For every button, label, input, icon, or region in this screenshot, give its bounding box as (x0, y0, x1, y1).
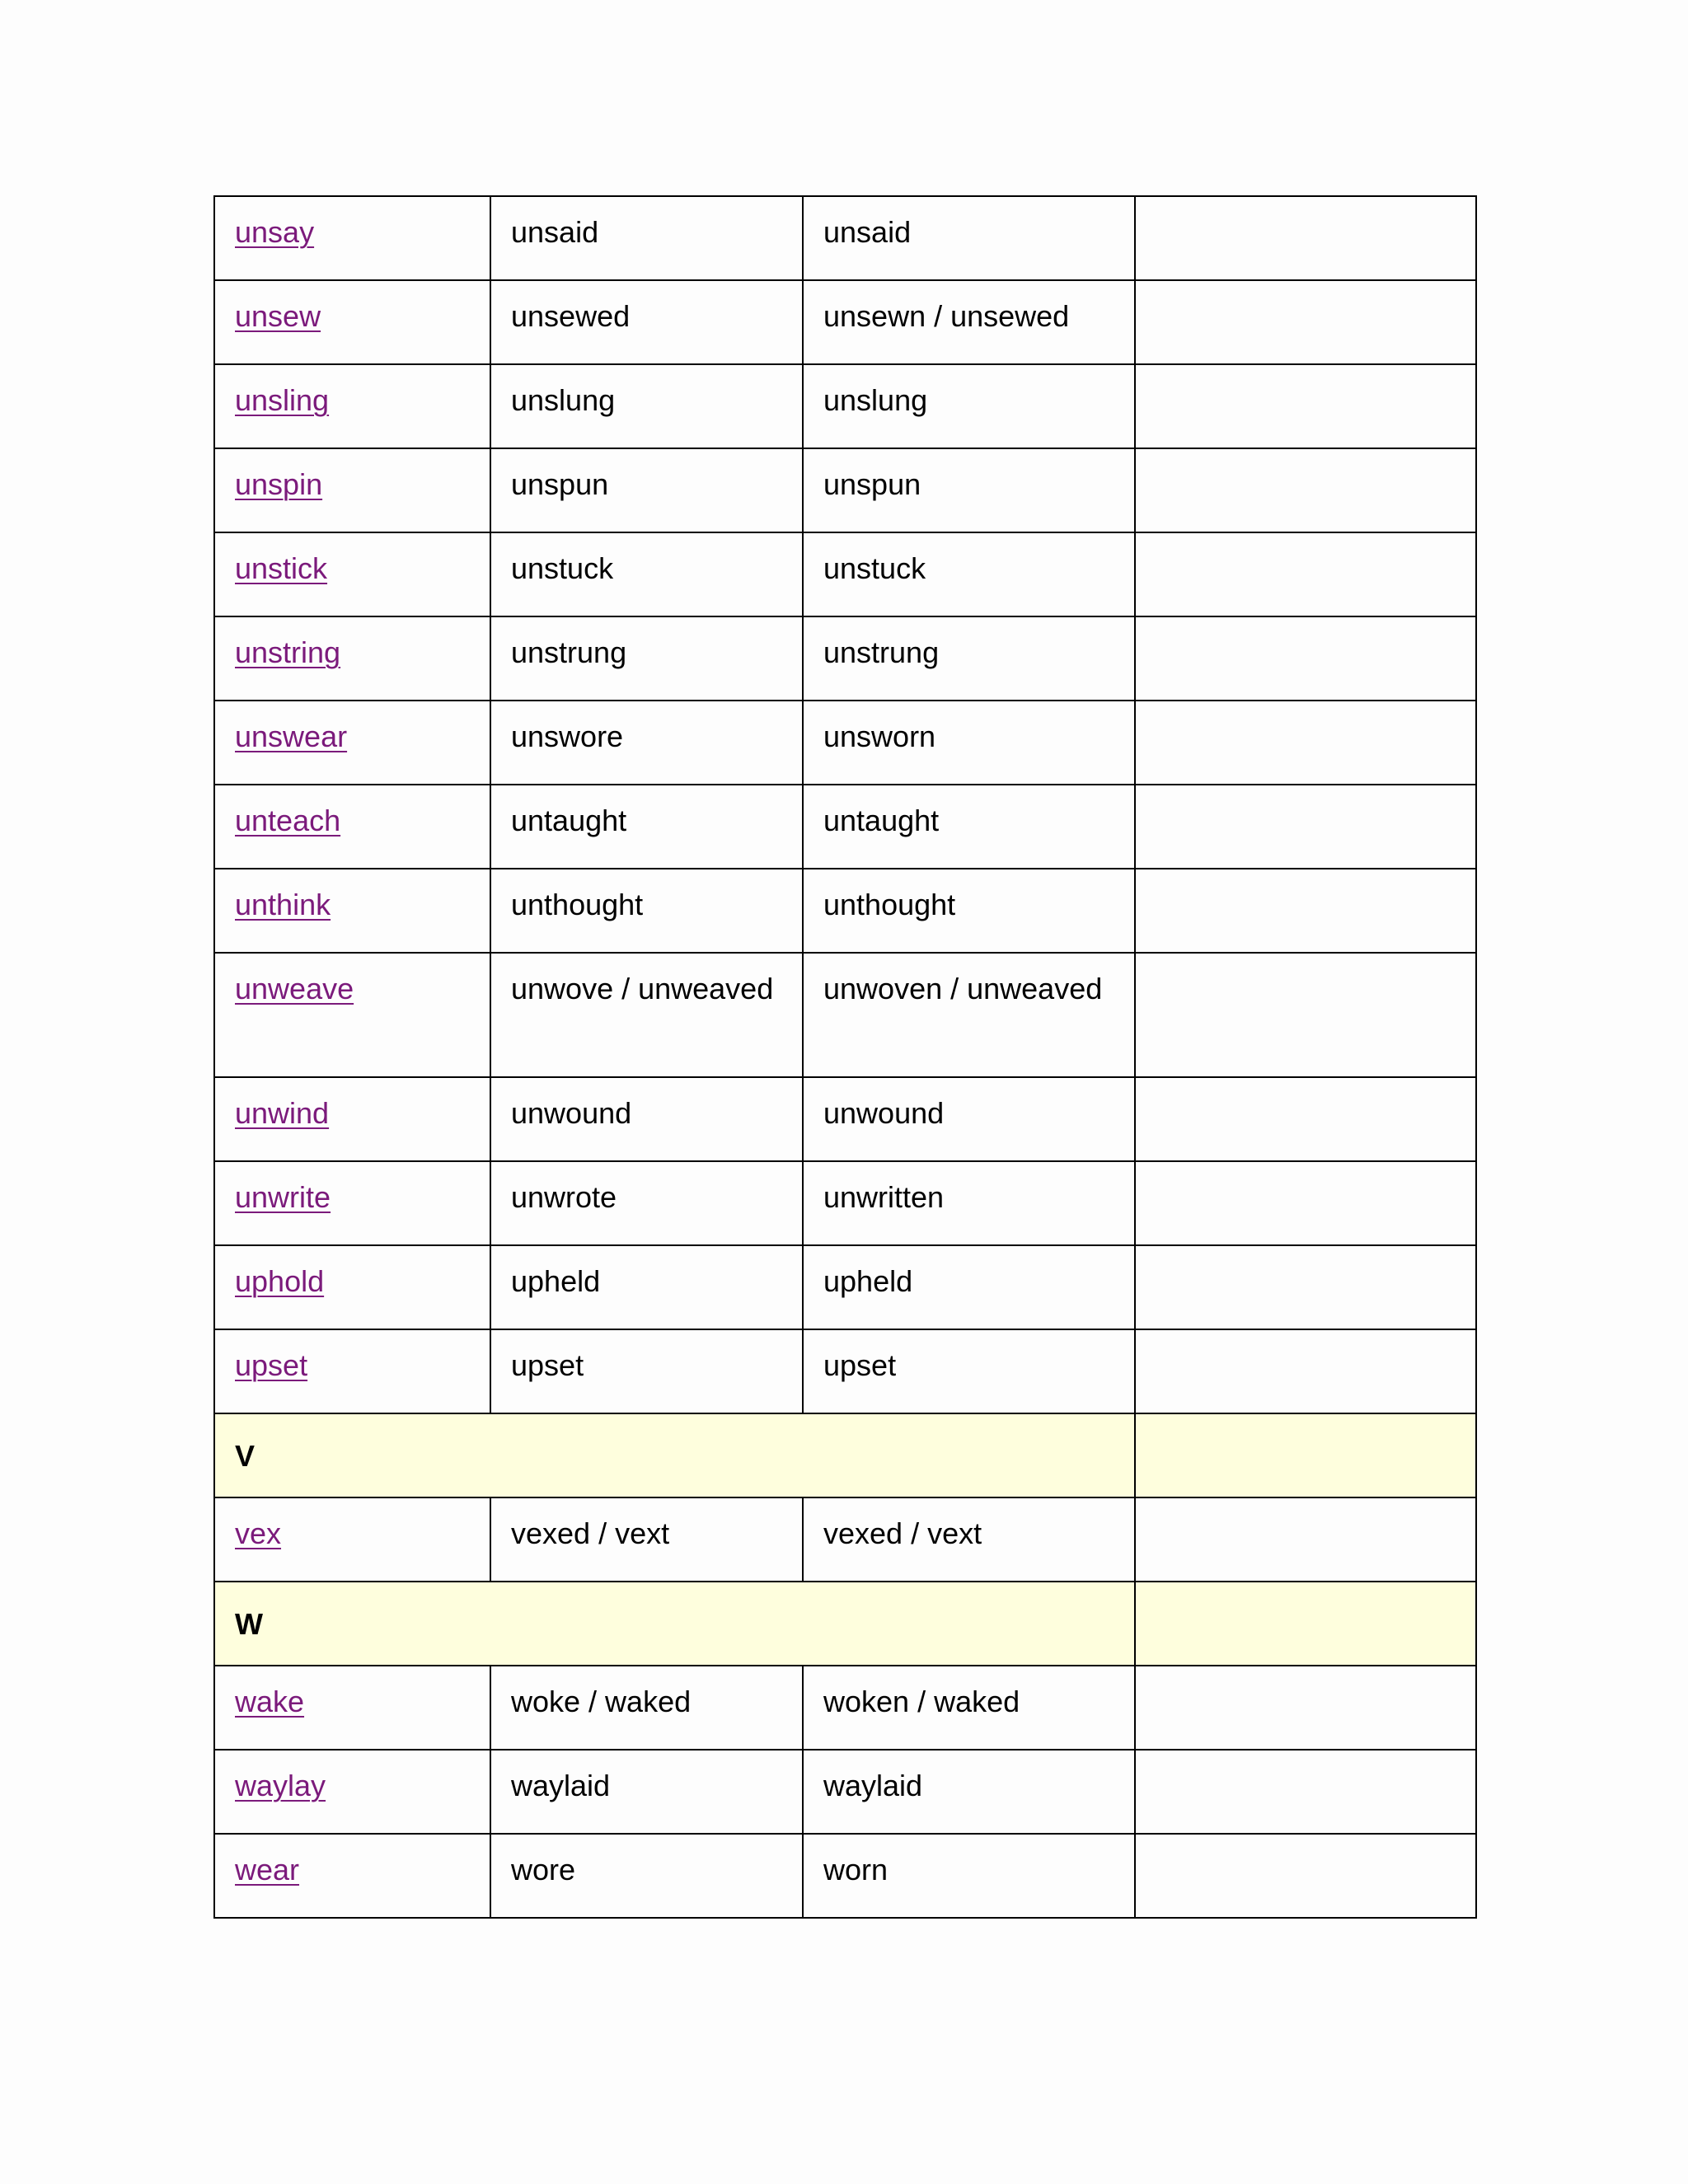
past-participle-cell: unspun (803, 448, 1135, 532)
past-participle-cell: unwritten (803, 1161, 1135, 1245)
past-participle-cell: unthought (803, 869, 1135, 953)
notes-cell (1135, 701, 1476, 785)
verb-row (214, 1329, 1476, 1413)
base-form-cell (214, 448, 490, 532)
past-participle-cell: unwound (803, 1077, 1135, 1161)
irregular-verbs-table (213, 195, 1477, 1919)
notes-cell (1135, 364, 1476, 448)
section-empty-cell (1135, 1413, 1476, 1497)
verb-row (214, 280, 1476, 364)
verb-row (214, 1161, 1476, 1245)
section-letter: V (214, 1413, 1135, 1497)
notes-cell (1135, 1245, 1476, 1329)
notes-cell (1135, 785, 1476, 869)
past-simple-cell: unstrung (490, 616, 803, 701)
past-simple-cell: unsaid (490, 196, 803, 280)
past-participle-cell: unstuck (803, 532, 1135, 616)
notes-cell (1135, 196, 1476, 280)
past-participle-cell: upset (803, 1329, 1135, 1413)
past-simple-cell: waylaid (490, 1750, 803, 1834)
past-participle-cell: woken / waked (803, 1666, 1135, 1750)
notes-cell (1135, 953, 1476, 1077)
verb-row (214, 1666, 1476, 1750)
base-form-cell (214, 532, 490, 616)
base-form-cell (214, 701, 490, 785)
base-form-cell (214, 1329, 490, 1413)
notes-cell (1135, 448, 1476, 532)
verb-row (214, 448, 1476, 532)
past-participle-cell: untaught (803, 785, 1135, 869)
verb-row (214, 1750, 1476, 1834)
section-header-row (214, 1582, 1476, 1666)
past-participle-cell: unwoven / unweaved (803, 953, 1135, 1077)
past-simple-cell: unslung (490, 364, 803, 448)
section-header-row (214, 1413, 1476, 1497)
verb-link[interactable]: unstick (235, 551, 328, 585)
past-participle-cell: unsworn (803, 701, 1135, 785)
verb-link[interactable]: vex (235, 1516, 282, 1550)
past-simple-cell: unspun (490, 448, 803, 532)
base-form-cell (214, 785, 490, 869)
verb-link[interactable]: unstring (235, 635, 341, 669)
verb-row (214, 869, 1476, 953)
verb-row (214, 532, 1476, 616)
base-form-cell (214, 196, 490, 280)
past-simple-cell: unswore (490, 701, 803, 785)
verb-link[interactable]: uphold (235, 1264, 325, 1298)
base-form-cell (214, 953, 490, 1077)
past-participle-cell: worn (803, 1834, 1135, 1918)
notes-cell (1135, 1329, 1476, 1413)
base-form-cell (214, 1834, 490, 1918)
verb-row (214, 701, 1476, 785)
verb-row (214, 1497, 1476, 1582)
base-form-cell (214, 1666, 490, 1750)
notes-cell (1135, 1834, 1476, 1918)
notes-cell (1135, 1077, 1476, 1161)
verb-row (214, 953, 1476, 1077)
verb-table-body (214, 196, 1476, 1918)
past-participle-cell: waylaid (803, 1750, 1135, 1834)
base-form-cell (214, 869, 490, 953)
section-empty-cell (1135, 1582, 1476, 1666)
verb-row (214, 364, 1476, 448)
verb-row (214, 1077, 1476, 1161)
section-letter: W (214, 1582, 1135, 1666)
past-simple-cell: upheld (490, 1245, 803, 1329)
past-simple-cell: unthought (490, 869, 803, 953)
notes-cell (1135, 616, 1476, 701)
past-participle-cell: unstrung (803, 616, 1135, 701)
verb-link[interactable]: unweave (235, 972, 354, 1005)
past-simple-cell: untaught (490, 785, 803, 869)
verb-link[interactable]: unthink (235, 888, 331, 921)
past-participle-cell: unsewn / unsewed (803, 280, 1135, 364)
verb-link[interactable]: unsling (235, 383, 330, 417)
verb-link[interactable]: unspin (235, 467, 323, 501)
base-form-cell (214, 1077, 490, 1161)
verb-row (214, 196, 1476, 280)
verb-link[interactable]: unsay (235, 215, 315, 249)
past-participle-cell: upheld (803, 1245, 1135, 1329)
base-form-cell (214, 364, 490, 448)
notes-cell (1135, 1497, 1476, 1582)
verb-row (214, 616, 1476, 701)
verb-row (214, 1245, 1476, 1329)
past-simple-cell: woke / waked (490, 1666, 803, 1750)
verb-link[interactable]: unsew (235, 299, 321, 333)
notes-cell (1135, 1161, 1476, 1245)
verb-row (214, 1834, 1476, 1918)
past-simple-cell: wore (490, 1834, 803, 1918)
verb-link[interactable]: upset (235, 1348, 308, 1382)
base-form-cell (214, 1750, 490, 1834)
notes-cell (1135, 532, 1476, 616)
notes-cell (1135, 1666, 1476, 1750)
verb-row (214, 785, 1476, 869)
past-simple-cell: unwrote (490, 1161, 803, 1245)
past-simple-cell: upset (490, 1329, 803, 1413)
verb-link[interactable]: waylay (235, 1769, 326, 1802)
verb-link[interactable]: unwind (235, 1096, 330, 1130)
verb-link[interactable]: unwrite (235, 1180, 331, 1214)
base-form-cell (214, 1161, 490, 1245)
past-participle-cell: unsaid (803, 196, 1135, 280)
notes-cell (1135, 869, 1476, 953)
past-simple-cell: unstuck (490, 532, 803, 616)
base-form-cell (214, 1497, 490, 1582)
verb-link[interactable]: unswear (235, 719, 348, 753)
past-simple-cell: unwove / unweaved (490, 953, 803, 1077)
verb-link[interactable]: wear (235, 1853, 300, 1886)
base-form-cell (214, 280, 490, 364)
notes-cell (1135, 280, 1476, 364)
base-form-cell (214, 1245, 490, 1329)
base-form-cell (214, 616, 490, 701)
verb-link[interactable]: unteach (235, 804, 341, 837)
past-participle-cell: vexed / vext (803, 1497, 1135, 1582)
verb-link[interactable]: wake (235, 1685, 305, 1718)
notes-cell (1135, 1750, 1476, 1834)
past-simple-cell: unsewed (490, 280, 803, 364)
past-participle-cell: unslung (803, 364, 1135, 448)
past-simple-cell: vexed / vext (490, 1497, 803, 1582)
past-simple-cell: unwound (490, 1077, 803, 1161)
